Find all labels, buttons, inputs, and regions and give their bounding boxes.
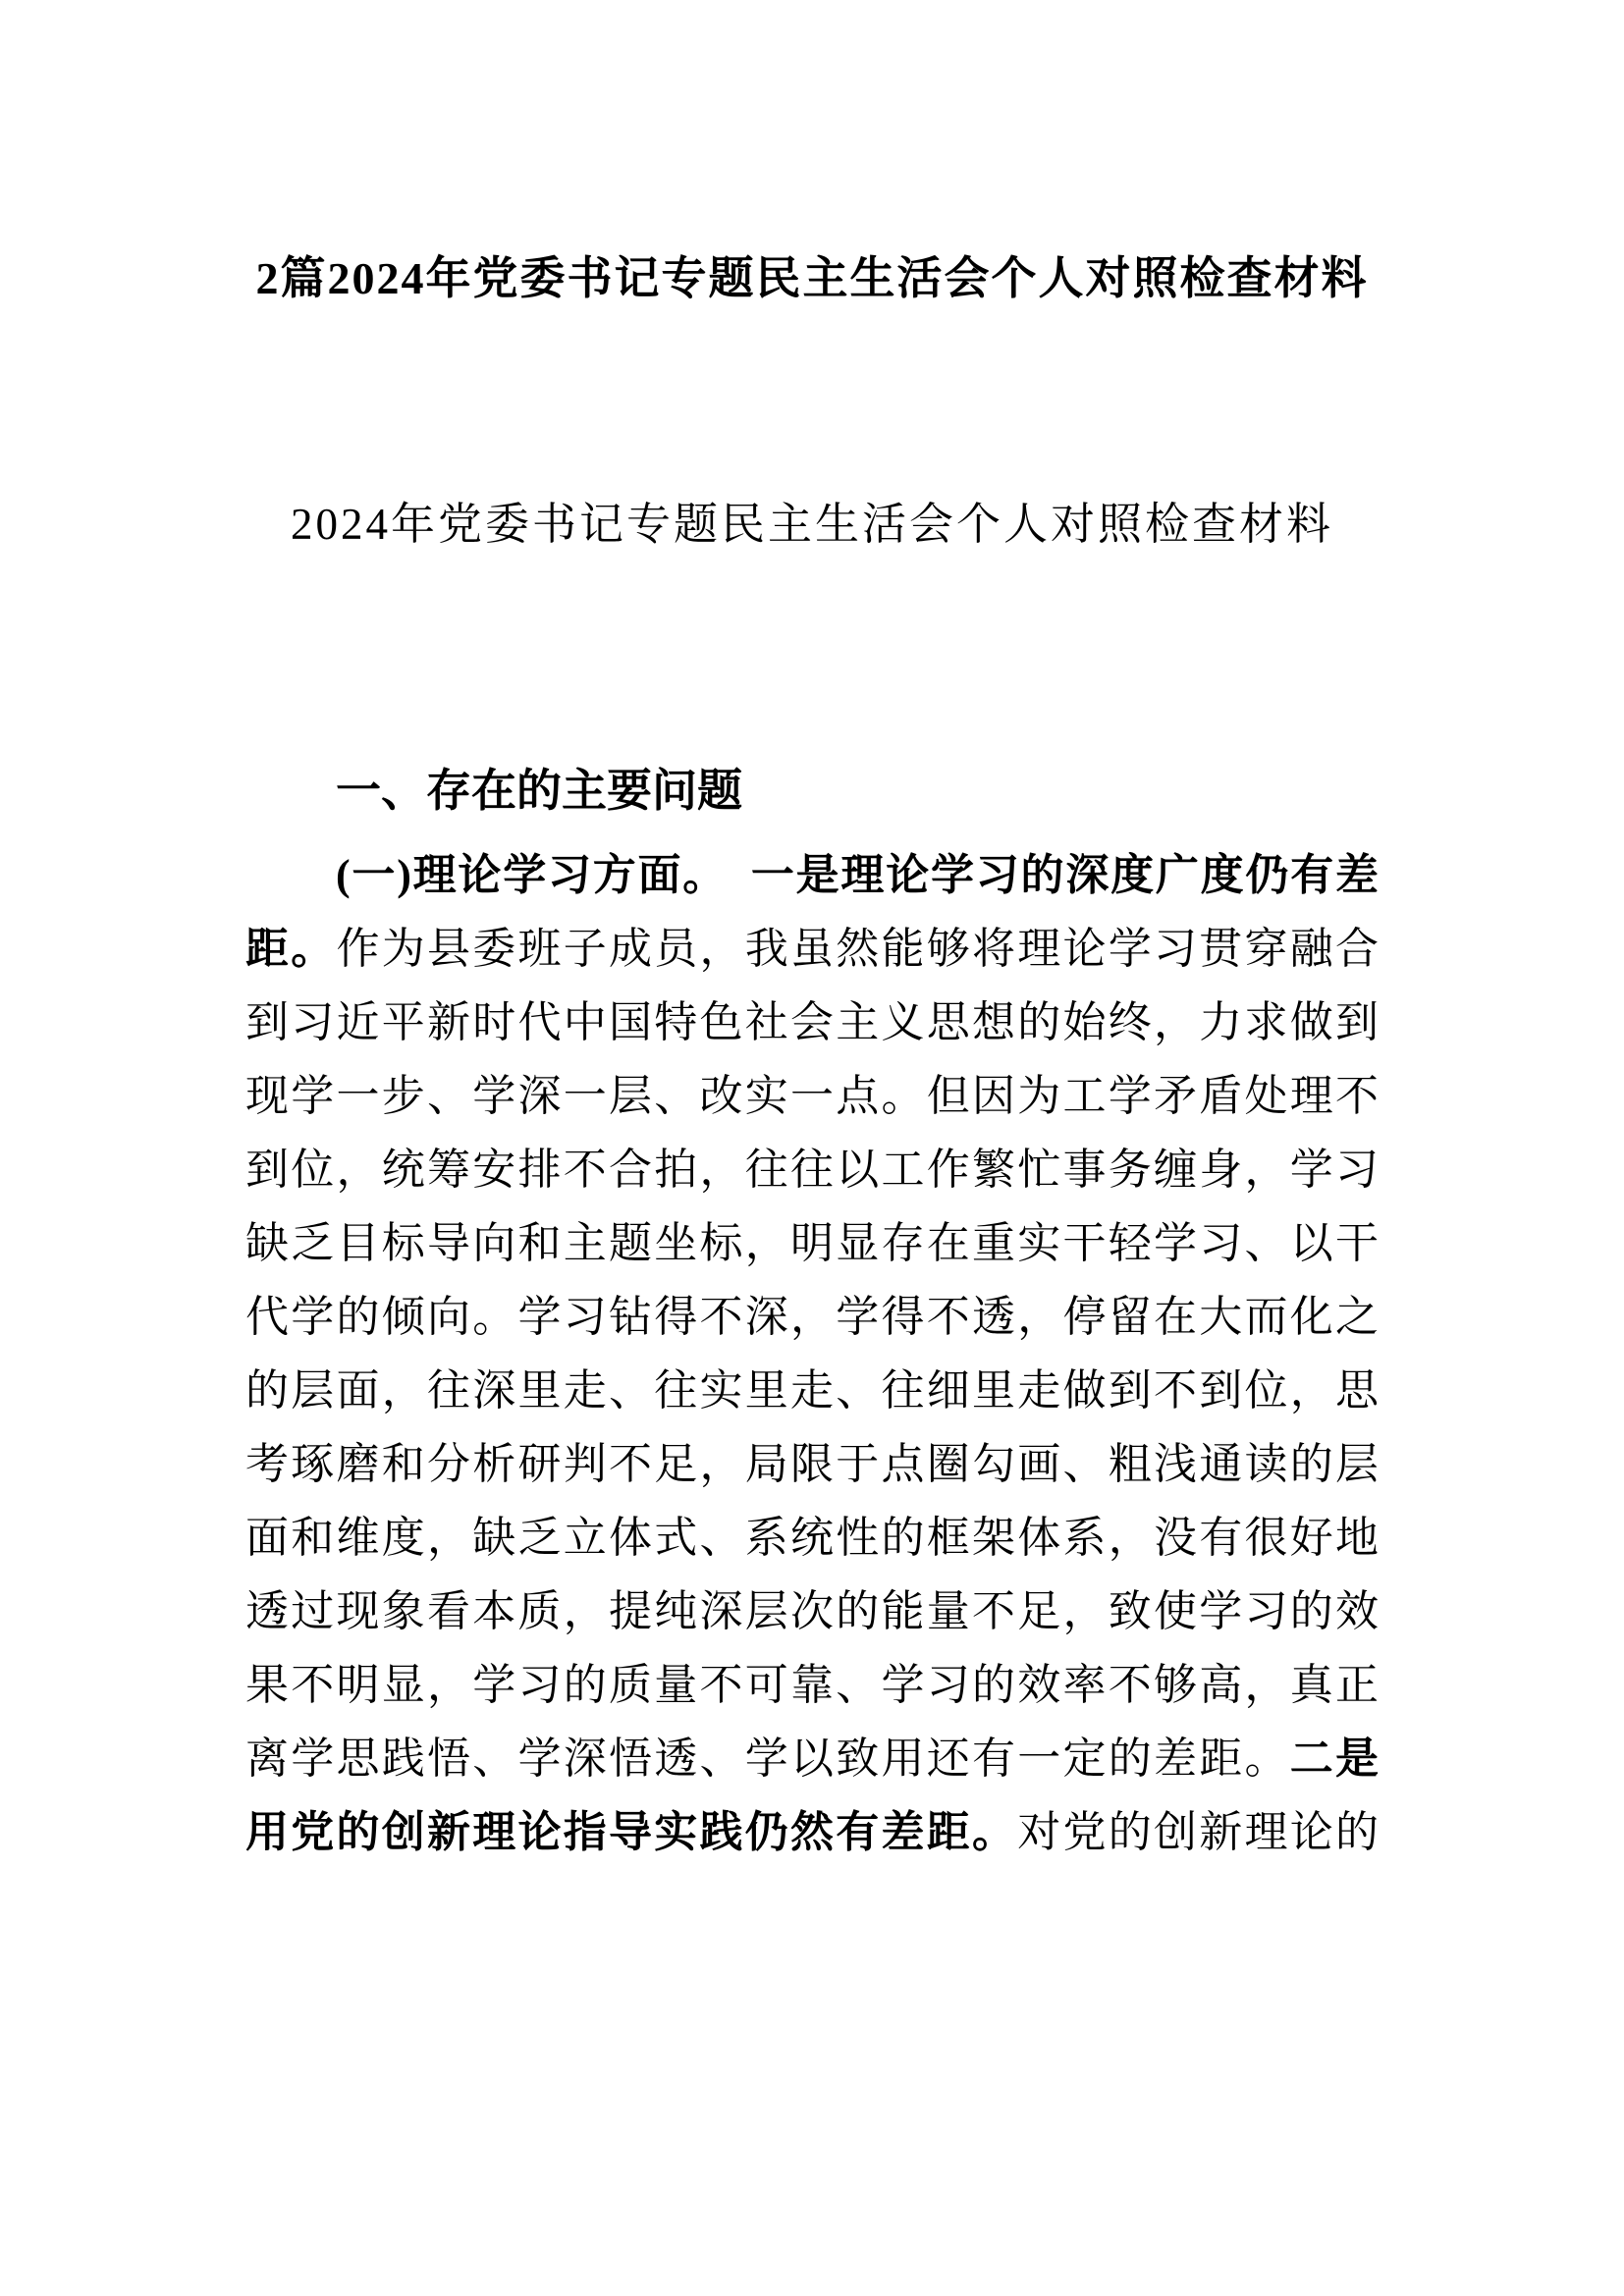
text-segment: 现学一步、学深一层、改实一点。但因为工学矛盾处理不: [245, 1072, 1379, 1120]
text-segment: (一)理论学习方面。 一是理论学习的深度广度仍有差: [336, 851, 1379, 899]
text-segment: 作为县委班子成员，我虽然能够将理论学习贯穿融合: [336, 925, 1379, 973]
text-segment: 到位，统筹安排不合拍，往往以工作繁忙事务缠身，学习: [245, 1146, 1379, 1194]
body-line: [245, 986, 1379, 1059]
text-segment: 对党的创新理论的: [1017, 1808, 1379, 1856]
body-line: [245, 1722, 1379, 1795]
document-title: 2篇2024年党委书记专题民主生活会个人对照检查材料: [255, 253, 1369, 303]
text-segment: 用党的创新理论指导实践仍然有差距。: [245, 1808, 1018, 1856]
text-segment: 果不明显，学习的质量不可靠、学习的效率不够高，真正: [245, 1661, 1379, 1709]
text-segment: 距。: [245, 925, 337, 973]
body-line: [245, 838, 1379, 912]
section-heading: 一、存在的主要问题: [336, 766, 742, 816]
document-subtitle: 2024年党委书记专题民主生活会个人对照检查材料: [290, 500, 1333, 549]
text-segment: 离学思践悟、学深悟透、学以致用还有一定的差距。: [245, 1735, 1290, 1783]
text-segment: 二是: [1289, 1735, 1379, 1783]
text-segment: 代学的倾向。学习钻得不深，学得不透，停留在大而化之: [245, 1293, 1379, 1341]
text-segment: 面和维度，缺乏立体式、系统性的框架体系，没有很好地: [245, 1514, 1379, 1562]
body-line: [245, 1795, 1379, 1869]
text-segment: 到习近平新时代中国特色社会主义思想的始终，力求做到: [245, 998, 1379, 1046]
body-line: [245, 1501, 1379, 1575]
body-line: [245, 1280, 1379, 1354]
body-line: [245, 1354, 1379, 1427]
body-line: [245, 1206, 1379, 1280]
body-line: [245, 1059, 1379, 1133]
body-line: [245, 1575, 1379, 1648]
body-paragraph: [245, 838, 1379, 1869]
text-segment: 透过现象看本质，提纯深层次的能量不足，致使学习的效: [245, 1587, 1379, 1635]
text-segment: 缺乏目标导向和主题坐标，明显存在重实干轻学习、以干: [245, 1219, 1379, 1267]
body-line: [245, 1648, 1379, 1722]
body-line: [245, 912, 1379, 986]
body-line: [245, 1427, 1379, 1501]
text-segment: 的层面，往深里走、往实里走、往细里走做到不到位，思: [245, 1366, 1379, 1415]
text-segment: 考琢磨和分析研判不足，局限于点圈勾画、粗浅通读的层: [245, 1440, 1379, 1488]
body-line: [245, 1133, 1379, 1206]
